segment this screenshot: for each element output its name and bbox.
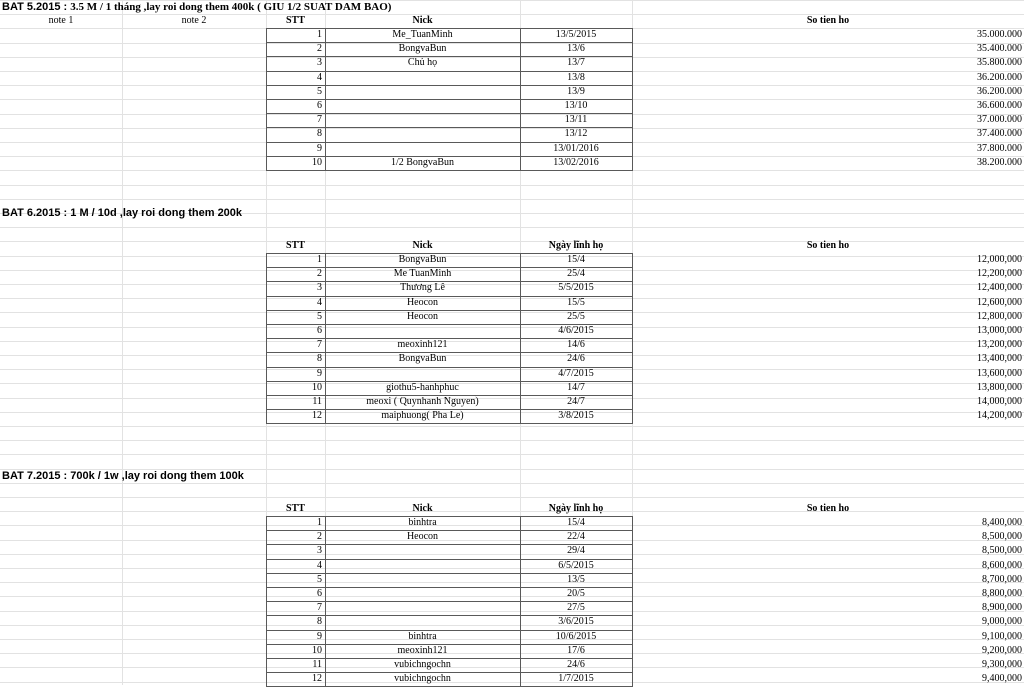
cell-date[interactable]: 13/11: [564, 114, 588, 126]
cell-amount[interactable]: 8,600,000: [982, 559, 1022, 571]
cell-stt[interactable]: 4: [317, 296, 322, 308]
cell-date[interactable]: 17/6: [567, 644, 585, 656]
cell-date[interactable]: 13/7: [567, 57, 585, 69]
cell-stt[interactable]: 3: [317, 57, 322, 69]
cell-amount[interactable]: 37.000.000: [977, 114, 1022, 126]
cell-nick[interactable]: Chủ họ: [407, 57, 438, 69]
cell-stt[interactable]: 4: [317, 71, 322, 83]
cell-amount[interactable]: 9,200,000: [982, 644, 1022, 656]
cell-nick[interactable]: Me_TuanMinh: [392, 29, 453, 40]
cell-nick[interactable]: [325, 573, 520, 587]
grid-row-line: [0, 483, 1024, 484]
cell-date[interactable]: 15/4: [567, 254, 585, 265]
cell-amount[interactable]: 8,900,000: [982, 602, 1022, 614]
cell-nick[interactable]: Heocon: [406, 531, 439, 543]
cell-nick[interactable]: meoxi ( Quynhanh Nguyen): [366, 396, 479, 407]
cell-amount[interactable]: 12,200,000: [977, 268, 1022, 280]
cell-stt[interactable]: 1: [317, 29, 322, 40]
cell-date[interactable]: 20/5: [567, 588, 585, 599]
grid-row-line: [0, 185, 1024, 186]
cell-date[interactable]: 3/6/2015: [558, 616, 594, 628]
cell-nick[interactable]: Me TuanMinh: [393, 268, 452, 280]
cell-date[interactable]: 13/8: [567, 71, 585, 83]
cell-date[interactable]: 13/10: [564, 100, 588, 111]
cell-date[interactable]: 4/7/2015: [558, 367, 594, 379]
cell-date[interactable]: 13/02/2016: [553, 156, 599, 168]
cell-nick[interactable]: [325, 113, 520, 127]
header-amount[interactable]: So tien ho: [806, 15, 850, 26]
cell-nick[interactable]: [325, 544, 520, 558]
table-border: [266, 170, 632, 171]
cell-date[interactable]: 3/8/2015: [558, 410, 594, 422]
cell-amount[interactable]: 13,000,000: [977, 325, 1022, 336]
cell-amount[interactable]: 13,600,000: [977, 367, 1022, 379]
cell-nick[interactable]: Thương Lê: [400, 282, 445, 294]
cell-stt[interactable]: 6: [317, 325, 322, 336]
cell-stt[interactable]: 2: [317, 531, 322, 543]
grid-row-line: [0, 426, 1024, 427]
cell-nick[interactable]: [325, 367, 520, 381]
cell-date[interactable]: 5/5/2015: [558, 282, 594, 294]
cell-stt[interactable]: 8: [317, 616, 322, 628]
cell-date[interactable]: 14/6: [567, 339, 585, 351]
cell-date[interactable]: 15/5: [567, 296, 585, 308]
cell-amount[interactable]: 9,400,000: [982, 673, 1022, 685]
header-amount[interactable]: So tien ho: [806, 503, 850, 514]
cell-amount[interactable]: 35.400.000: [977, 43, 1022, 55]
cell-date[interactable]: 24/6: [567, 353, 585, 365]
grid-row-line: [0, 497, 1024, 498]
cell-amount[interactable]: 12,800,000: [977, 310, 1022, 322]
cell-amount[interactable]: 12,400,000: [977, 282, 1022, 294]
cell-nick[interactable]: [325, 324, 520, 338]
cell-stt[interactable]: 1: [317, 254, 322, 265]
cell-date[interactable]: 13/5: [567, 573, 585, 585]
cell-stt[interactable]: 6: [317, 100, 322, 111]
cell-nick[interactable]: binhtra: [408, 517, 437, 528]
header-nick[interactable]: Nick: [412, 503, 433, 514]
cell-stt[interactable]: 2: [317, 43, 322, 55]
cell-nick[interactable]: vubichngochn: [394, 673, 451, 685]
section1-title-text: 3.5 M / 1 tháng ,lay roi dong them 400k ( GIU 1/2 SUAT DAM BAO): [70, 1, 392, 13]
cell-stt[interactable]: 10: [312, 156, 322, 168]
cell-stt[interactable]: 5: [317, 573, 322, 585]
cell-date[interactable]: 13/01/2016: [553, 142, 599, 154]
cell-stt[interactable]: 2: [317, 268, 322, 280]
cell-nick[interactable]: [325, 71, 520, 85]
cell-stt[interactable]: 9: [317, 367, 322, 379]
cell-stt[interactable]: 7: [317, 114, 322, 126]
cell-date[interactable]: 1/7/2015: [558, 673, 594, 685]
cell-stt[interactable]: 7: [317, 339, 322, 351]
cell-date[interactable]: 25/4: [567, 268, 585, 280]
cell-nick[interactable]: [325, 559, 520, 573]
section1-title-prefix: BAT 5.2015 :: [2, 1, 71, 13]
grid-row-line: [0, 454, 1024, 455]
cell-nick[interactable]: BongvaBun: [398, 254, 447, 265]
header-amount[interactable]: So tien ho: [806, 240, 850, 251]
cell-amount[interactable]: 8,400,000: [982, 517, 1022, 528]
cell-nick[interactable]: 1/2 BongvaBun: [390, 156, 455, 168]
cell-amount[interactable]: 37.800.000: [977, 142, 1022, 154]
header-note1[interactable]: note 1: [48, 15, 74, 26]
cell-amount[interactable]: 8,500,000: [982, 531, 1022, 543]
cell-stt[interactable]: 9: [317, 630, 322, 642]
header-date[interactable]: Ngày lĩnh họ: [548, 503, 604, 514]
cell-date[interactable]: 4/6/2015: [558, 325, 594, 336]
cell-nick[interactable]: BongvaBun: [398, 43, 447, 55]
cell-stt[interactable]: 12: [312, 673, 322, 685]
header-date[interactable]: Ngày lĩnh họ: [548, 240, 604, 251]
cell-date[interactable]: 13/9: [567, 85, 585, 97]
cell-date[interactable]: 13/5/2015: [555, 29, 597, 40]
cell-date[interactable]: 24/7: [567, 396, 585, 407]
header-note2[interactable]: note 2: [181, 15, 207, 26]
cell-amount[interactable]: 35.800.000: [977, 57, 1022, 69]
cell-date[interactable]: 22/4: [567, 531, 585, 543]
cell-stt[interactable]: 5: [317, 310, 322, 322]
cell-nick[interactable]: [325, 601, 520, 615]
cell-amount[interactable]: 36.600.000: [977, 100, 1022, 111]
cell-amount[interactable]: 12,600,000: [977, 296, 1022, 308]
cell-nick[interactable]: [325, 615, 520, 629]
cell-stt[interactable]: 8: [317, 128, 322, 140]
cell-stt[interactable]: 12: [312, 410, 322, 422]
cell-stt[interactable]: 8: [317, 353, 322, 365]
header-stt[interactable]: STT: [286, 15, 305, 26]
cell-date[interactable]: 13/12: [564, 128, 588, 140]
cell-stt[interactable]: 7: [317, 602, 322, 614]
cell-stt[interactable]: 11: [312, 659, 322, 670]
cell-nick[interactable]: [325, 127, 520, 141]
cell-amount[interactable]: 13,200,000: [977, 339, 1022, 351]
cell-nick[interactable]: [325, 587, 520, 601]
cell-stt[interactable]: 4: [317, 559, 322, 571]
cell-amount[interactable]: 35.000.000: [977, 29, 1022, 40]
section1-title: [2, 0, 391, 14]
header-nick[interactable]: Nick: [412, 15, 433, 26]
cell-date[interactable]: 6/5/2015: [558, 559, 594, 571]
grid-row-line: [0, 199, 1024, 200]
cell-nick[interactable]: Heocon: [406, 296, 439, 308]
section2-title: BAT 6.2015 : 1 M / 10d ,lay roi dong them 200k: [2, 207, 243, 219]
cell-amount[interactable]: 9,000,000: [982, 616, 1022, 628]
cell-nick[interactable]: BongvaBun: [398, 353, 447, 365]
cell-nick[interactable]: meoxinh121: [397, 339, 448, 351]
cell-date[interactable]: 14/7: [567, 381, 585, 393]
cell-stt[interactable]: 11: [312, 396, 322, 407]
cell-nick[interactable]: maiphuong( Pha Le): [381, 410, 464, 422]
cell-amount[interactable]: 13,800,000: [977, 381, 1022, 393]
cell-date[interactable]: 10/6/2015: [555, 630, 597, 642]
cell-date[interactable]: 27/5: [567, 602, 585, 614]
cell-date[interactable]: 24/6: [567, 659, 585, 670]
header-nick[interactable]: Nick: [412, 240, 433, 251]
cell-amount[interactable]: 36.200.000: [977, 85, 1022, 97]
cell-amount[interactable]: 38.200.000: [977, 156, 1022, 168]
cell-nick[interactable]: [325, 99, 520, 113]
section3-title: BAT 7.2015 : 700k / 1w ,lay roi dong them 100k: [2, 470, 244, 482]
cell-amount[interactable]: 8,500,000: [982, 545, 1022, 557]
header-stt[interactable]: STT: [286, 240, 305, 251]
cell-nick[interactable]: vubichngochn: [394, 659, 451, 670]
grid-row-line: [0, 440, 1024, 441]
cell-stt[interactable]: 9: [317, 142, 322, 154]
cell-nick[interactable]: [325, 142, 520, 156]
cell-date[interactable]: 29/4: [567, 545, 585, 557]
cell-stt[interactable]: 3: [317, 282, 322, 294]
cell-amount[interactable]: 9,300,000: [982, 659, 1022, 670]
cell-stt[interactable]: 10: [312, 644, 322, 656]
cell-amount[interactable]: 36.200.000: [977, 71, 1022, 83]
cell-amount[interactable]: 12,000,000: [977, 254, 1022, 265]
cell-stt[interactable]: 10: [312, 381, 322, 393]
cell-stt[interactable]: 3: [317, 545, 322, 557]
cell-nick[interactable]: Heocon: [406, 310, 439, 322]
cell-stt[interactable]: 6: [317, 588, 322, 599]
cell-date[interactable]: 15/4: [567, 517, 585, 528]
cell-stt[interactable]: 1: [317, 517, 322, 528]
cell-amount[interactable]: 8,700,000: [982, 573, 1022, 585]
grid-row-line: [0, 227, 1024, 228]
cell-amount[interactable]: 14,000,000: [977, 396, 1022, 407]
cell-amount[interactable]: 8,800,000: [982, 588, 1022, 599]
cell-nick[interactable]: giothu5-hanhphuc: [386, 381, 459, 393]
cell-amount[interactable]: 13,400,000: [977, 353, 1022, 365]
grid-col-line: [122, 0, 123, 685]
cell-date[interactable]: 25/5: [567, 310, 585, 322]
cell-stt[interactable]: 5: [317, 85, 322, 97]
cell-amount[interactable]: 14,200,000: [977, 410, 1022, 422]
cell-amount[interactable]: 37.400.000: [977, 128, 1022, 140]
cell-nick[interactable]: [325, 85, 520, 99]
header-stt[interactable]: STT: [286, 503, 305, 514]
cell-nick[interactable]: meoxinh121: [397, 644, 448, 656]
cell-date[interactable]: 13/6: [567, 43, 585, 55]
cell-nick[interactable]: binhtra: [408, 630, 437, 642]
cell-amount[interactable]: 9,100,000: [982, 630, 1022, 642]
